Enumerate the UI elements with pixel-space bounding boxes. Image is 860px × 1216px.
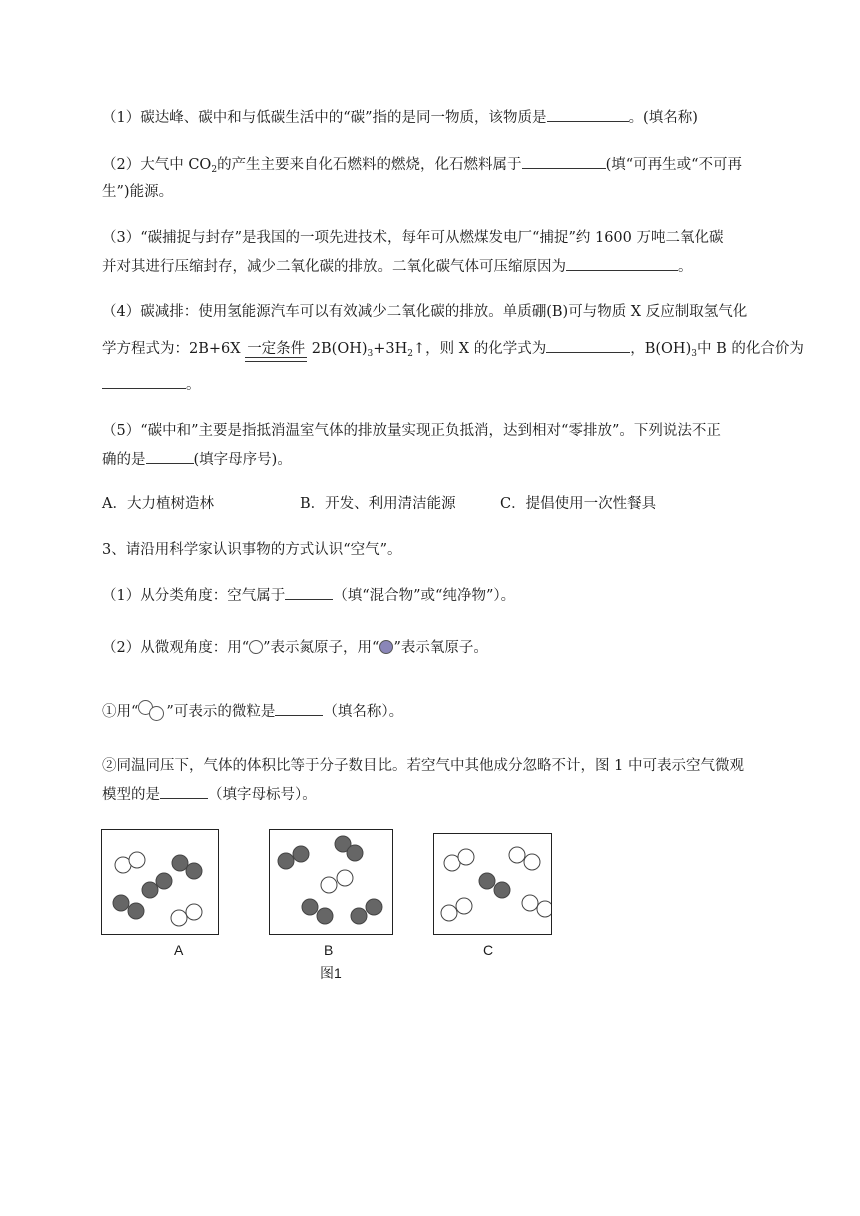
q2-part4-line3: 。	[102, 374, 201, 395]
q3-part2-sub1: ①用“ ”可表示的微粒是 （填名称）。	[102, 700, 403, 722]
nitrogen-atom-icon	[249, 640, 263, 654]
answer-blank	[547, 107, 629, 122]
figure-label-c: C	[483, 942, 494, 958]
q2-part3-line2: 并对其进行压缩封存，减少二氧化碳的排放。二氧化碳气体可压缩原因为 。	[102, 256, 693, 277]
question-3-title: 3、请沿用科学家认识事物的方式认识“空气”。	[102, 542, 402, 558]
q2-part2-line2: 生”)能源。	[102, 184, 174, 200]
figure-box-b	[269, 829, 393, 935]
reaction-condition: 一定条件	[247, 341, 306, 357]
answer-blank	[285, 585, 333, 600]
option-a: A．大力植树造林	[102, 496, 214, 512]
air-model-b-icon	[270, 830, 392, 934]
figure-box-a	[101, 829, 219, 935]
answer-blank	[546, 338, 630, 353]
figure-box-c	[433, 833, 552, 935]
q3-part2: （2）从微观角度：用“ ”表示氮原子，用“ ”表示氧原子。	[102, 640, 488, 656]
q2-part5-line1: （5）“碳中和”主要是指抵消温室气体的排放量实现正负抵消，达到相对“零排放”。下列说法不正	[102, 423, 721, 439]
option-b: B．开发、利用清洁能源	[300, 496, 456, 512]
answer-blank	[160, 784, 208, 799]
q3-part2-sub2-line2: 模型的是 （填字母标号）。	[102, 784, 317, 805]
q3-part2-sub2-line1: ②同温同压下，气体的体积比等于分子数目比。若空气中其他成分忽略不计，图 1 中可表示空气微观	[102, 758, 744, 774]
q2-part5-line2: 确的是 (填字母序号)。	[102, 449, 292, 470]
air-model-a-icon	[102, 830, 218, 934]
figure-caption: 图1	[320, 965, 342, 981]
answer-blank	[146, 449, 194, 464]
q2-part4-equation: 学方程式为：2B+6X 一定条件 $2B(OH)_3+3H_2↑$，则 X 的化学式为 ，$B(OH)_3$中 B 的化合价为	[102, 338, 804, 364]
oxygen-atom-icon	[379, 640, 393, 654]
answer-blank	[102, 374, 186, 389]
q3-part1: （1）从分类角度：空气属于 （填“混合物”或“纯净物”）。	[102, 585, 515, 606]
option-c: C．提倡使用一次性餐具	[500, 496, 657, 512]
air-model-c-icon	[434, 834, 551, 934]
nitrogen-molecule-icon	[138, 700, 166, 722]
q2-part4-line1: （4）碳减排：使用氢能源汽车可以有效减少二氧化碳的排放。单质硼(B)可与物质 X 反应制取氢气化	[102, 304, 748, 320]
figure-label-b: B	[324, 942, 334, 958]
q2-part2-line1: （2）大气中 $CO_2$的产生主要来自化石燃料的燃烧，化石燃料属于 (填“可再生或“不可再	[102, 154, 742, 180]
answer-blank	[566, 256, 678, 271]
q2-part3-line1: （3）“碳捕捉与封存”是我国的一项先进技术，每年可从燃煤发电厂“捕捉”约 1600 万吨二氧化碳	[102, 230, 724, 246]
answer-blank	[275, 701, 323, 716]
answer-blank	[522, 154, 606, 169]
q2-part1: （1）碳达峰、碳中和与低碳生活中的“碳”指的是同一物质，该物质是 。(填名称)	[102, 107, 698, 128]
figure-label-a: A	[174, 942, 184, 958]
